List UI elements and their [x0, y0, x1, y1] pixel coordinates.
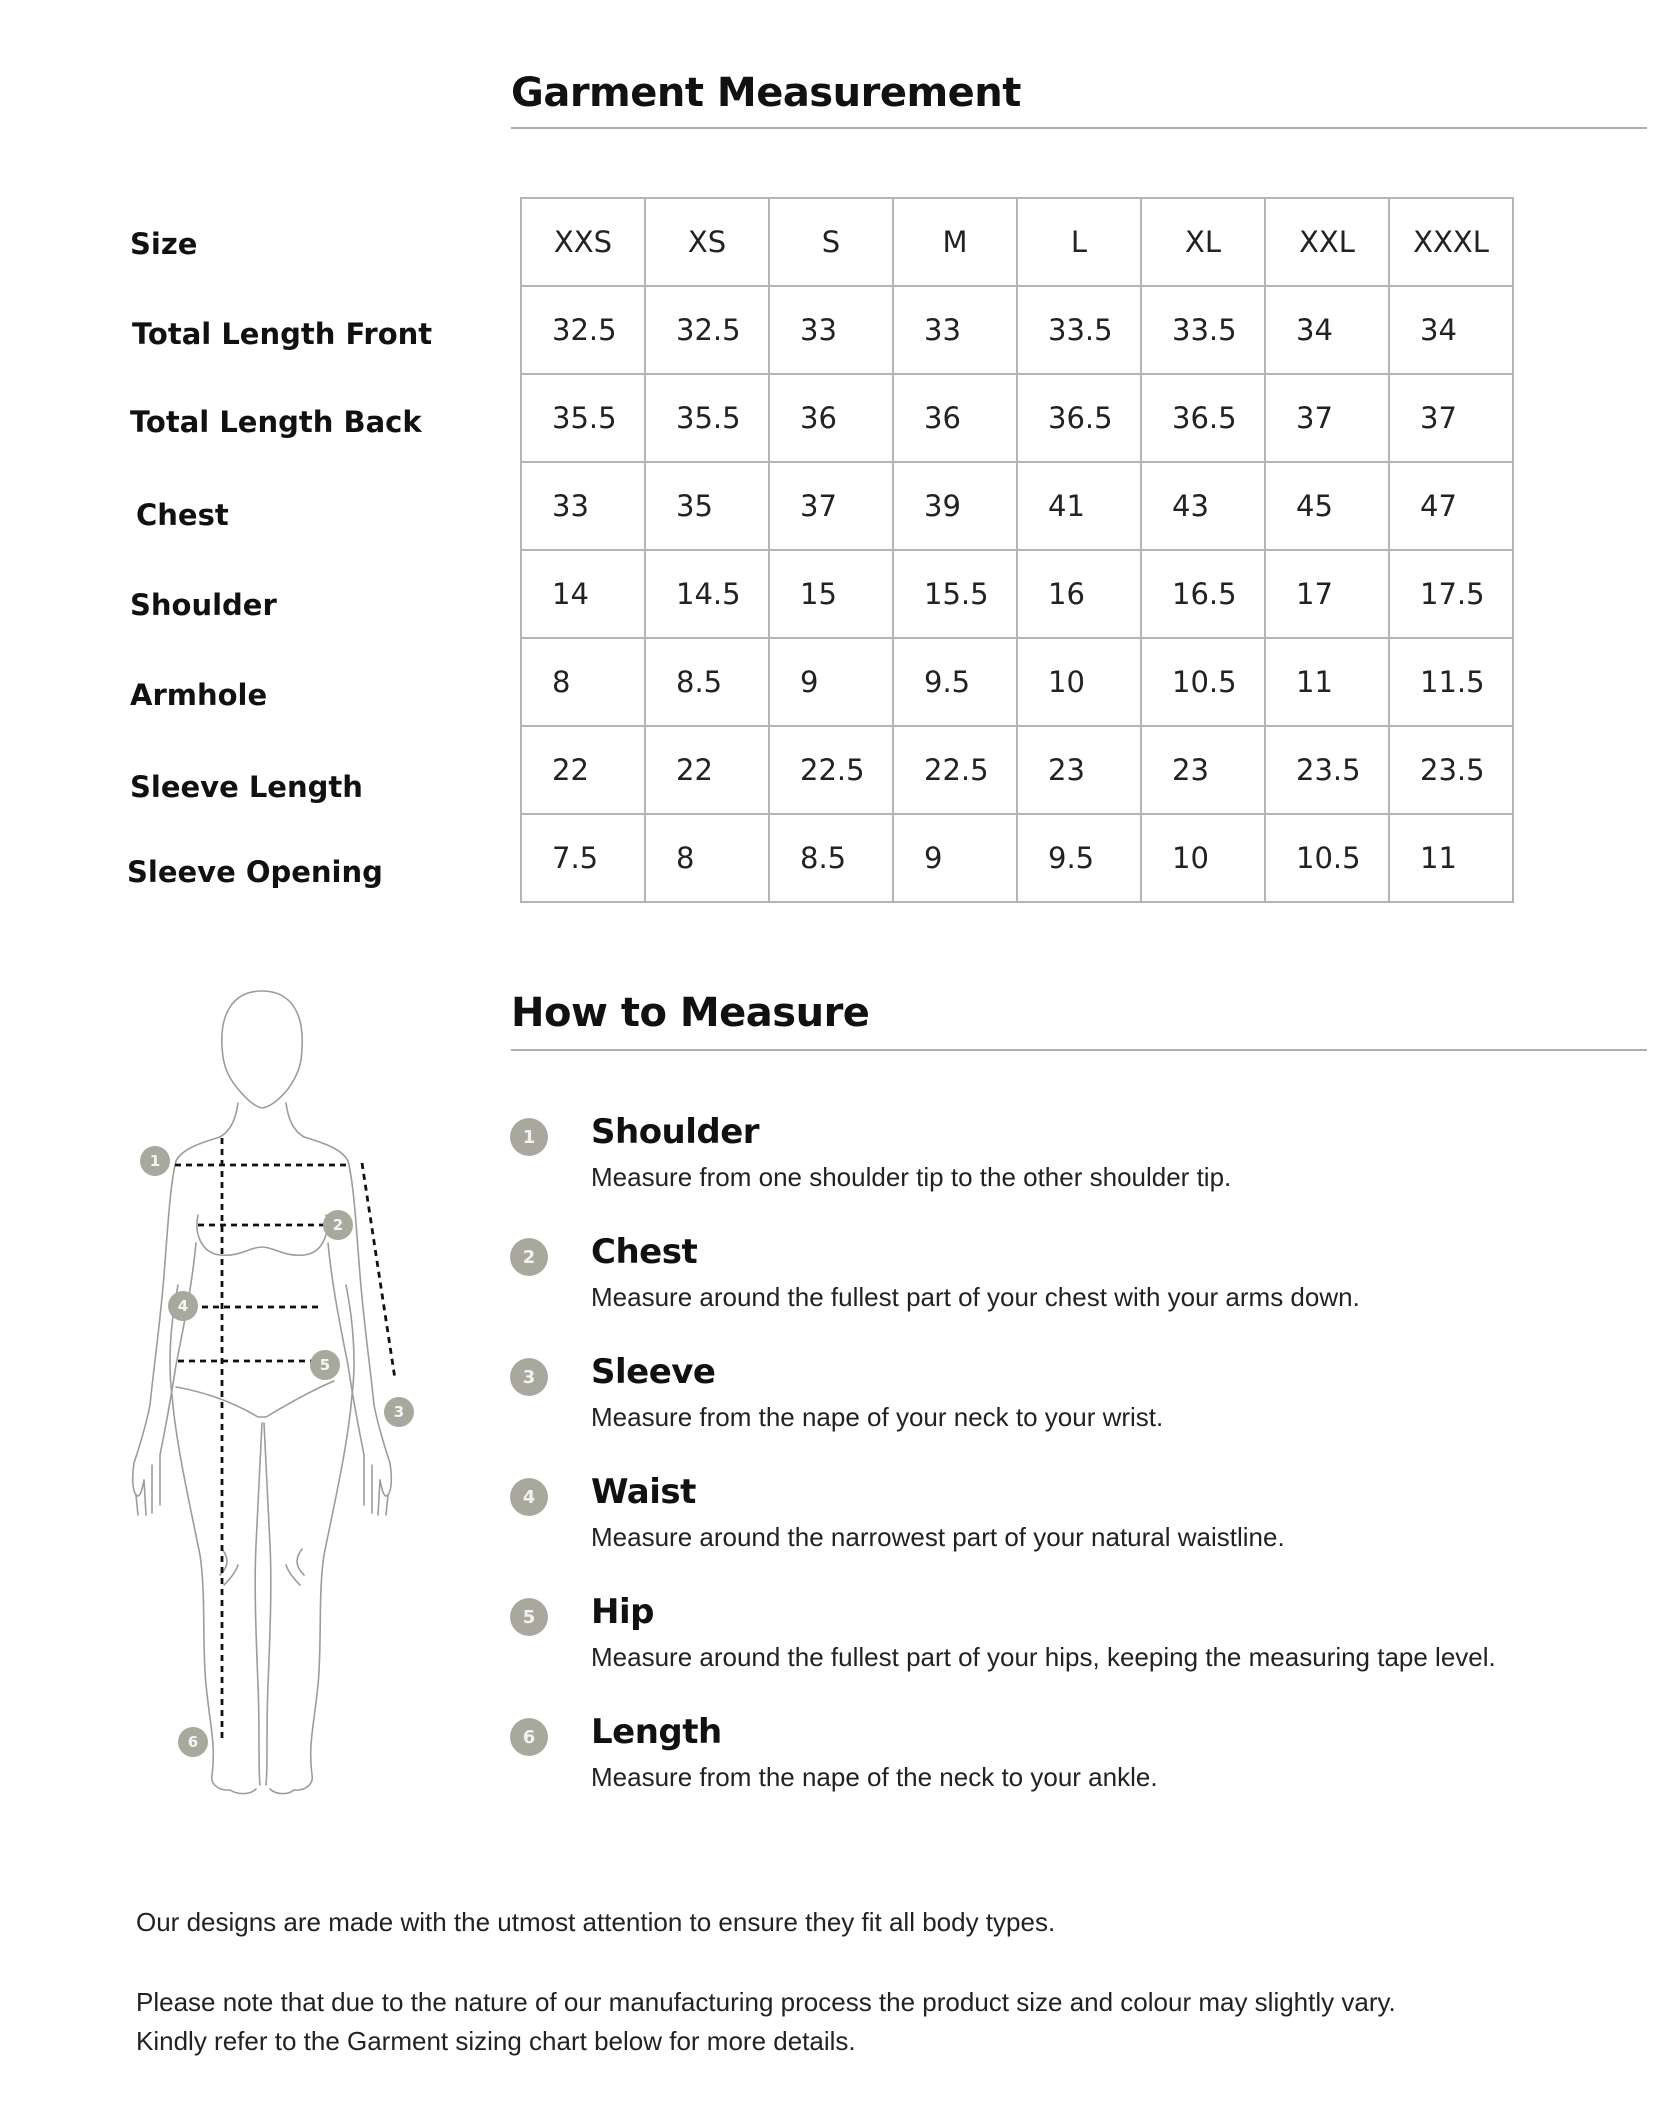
cell: 32.5 [645, 286, 769, 374]
figure-badge-4: 4 [168, 1291, 198, 1321]
item-title: Shoulder [591, 1112, 760, 1152]
cell: 45 [1265, 462, 1389, 550]
cell: 10 [1017, 638, 1141, 726]
cell: 15.5 [893, 550, 1017, 638]
number-badge: 6 [510, 1718, 548, 1756]
row-label-total-length-front: Total Length Front [132, 317, 433, 351]
title-divider [511, 127, 1647, 129]
cell: 33 [893, 286, 1017, 374]
table-row [521, 462, 1513, 550]
cell: 22 [521, 726, 645, 814]
cell: 33 [521, 462, 645, 550]
figure-badge-6: 6 [178, 1727, 208, 1757]
row-label-chest: Chest [136, 498, 229, 532]
cell: 8.5 [645, 638, 769, 726]
cell: 11 [1389, 814, 1513, 902]
cell: 17.5 [1389, 550, 1513, 638]
body-outline-icon [120, 985, 440, 1805]
cell: 22.5 [769, 726, 893, 814]
cell: 10.5 [1141, 638, 1265, 726]
size-xxl: XXL [1265, 198, 1389, 286]
number-badge: 1 [510, 1118, 548, 1156]
number-badge: 5 [510, 1598, 548, 1636]
cell: 16.5 [1141, 550, 1265, 638]
item-title: Waist [591, 1472, 696, 1512]
cell: 36 [893, 374, 1017, 462]
size-xxs: XXS [521, 198, 645, 286]
cell: 15 [769, 550, 893, 638]
item-description: Measure from the nape of the neck to your ankle. [591, 1762, 1158, 1792]
cell: 32.5 [521, 286, 645, 374]
row-label-sleeve-opening: Sleeve Opening [127, 855, 383, 889]
cell: 34 [1389, 286, 1513, 374]
cell: 36.5 [1017, 374, 1141, 462]
size-header-row [521, 198, 1513, 286]
cell: 23.5 [1389, 726, 1513, 814]
figure-badge-3: 3 [384, 1397, 414, 1427]
cell: 9 [769, 638, 893, 726]
cell: 10 [1141, 814, 1265, 902]
cell: 37 [1389, 374, 1513, 462]
table-row [521, 550, 1513, 638]
row-label-size: Size [130, 227, 198, 261]
garment-measurement-title: Garment Measurement [511, 70, 1021, 116]
row-label-shoulder: Shoulder [130, 588, 277, 622]
number-badge: 2 [510, 1238, 548, 1276]
cell: 11 [1265, 638, 1389, 726]
cell: 39 [893, 462, 1017, 550]
size-xxxl: XXXL [1389, 198, 1513, 286]
cell: 33.5 [1141, 286, 1265, 374]
cell: 7.5 [521, 814, 645, 902]
cell: 35.5 [521, 374, 645, 462]
size-xl: XL [1141, 198, 1265, 286]
cell: 23 [1141, 726, 1265, 814]
size-l: L [1017, 198, 1141, 286]
size-m: M [893, 198, 1017, 286]
cell: 22.5 [893, 726, 1017, 814]
cell: 37 [769, 462, 893, 550]
item-description: Measure from one shoulder tip to the other shoulder tip. [591, 1162, 1232, 1192]
cell: 14 [521, 550, 645, 638]
cell: 35 [645, 462, 769, 550]
number-badge: 3 [510, 1358, 548, 1396]
cell: 47 [1389, 462, 1513, 550]
cell: 36.5 [1141, 374, 1265, 462]
body-measurement-figure [120, 985, 440, 1805]
cell: 36 [769, 374, 893, 462]
item-description: Measure around the fullest part of your hips, keeping the measuring tape level. [591, 1642, 1496, 1672]
table-row [521, 286, 1513, 374]
cell: 9 [893, 814, 1017, 902]
item-title: Sleeve [591, 1352, 716, 1392]
item-title: Length [591, 1712, 722, 1752]
cell: 23 [1017, 726, 1141, 814]
item-description: Measure from the nape of your neck to your wrist. [591, 1402, 1164, 1432]
cell: 10.5 [1265, 814, 1389, 902]
table-row [521, 374, 1513, 462]
size-chart-table [520, 197, 1514, 903]
cell: 33.5 [1017, 286, 1141, 374]
cell: 9.5 [893, 638, 1017, 726]
figure-badge-1: 1 [140, 1146, 170, 1176]
cell: 8.5 [769, 814, 893, 902]
row-label-total-length-back: Total Length Back [130, 405, 422, 439]
cell: 8 [521, 638, 645, 726]
table-row [521, 814, 1513, 902]
cell: 23.5 [1265, 726, 1389, 814]
item-description: Measure around the fullest part of your chest with your arms down. [591, 1282, 1360, 1312]
footer-note-variation: Please note that due to the nature of our manufacturing process the product size and colour may slightly vary. [136, 1987, 1396, 2017]
cell: 8 [645, 814, 769, 902]
cell: 43 [1141, 462, 1265, 550]
cell: 16 [1017, 550, 1141, 638]
figure-badge-2: 2 [323, 1210, 353, 1240]
row-label-armhole: Armhole [130, 678, 268, 712]
item-description: Measure around the narrowest part of your natural waistline. [591, 1522, 1285, 1552]
how-to-measure-divider [511, 1049, 1647, 1051]
cell: 11.5 [1389, 638, 1513, 726]
cell: 22 [645, 726, 769, 814]
row-label-sleeve-length: Sleeve Length [130, 770, 363, 804]
table-row [521, 726, 1513, 814]
size-s: S [769, 198, 893, 286]
table-row [521, 638, 1513, 726]
cell: 14.5 [645, 550, 769, 638]
cell: 34 [1265, 286, 1389, 374]
cell: 9.5 [1017, 814, 1141, 902]
cell: 37 [1265, 374, 1389, 462]
footer-note-fit: Our designs are made with the utmost attention to ensure they fit all body types. [136, 1907, 1056, 1937]
item-title: Chest [591, 1232, 698, 1272]
item-title: Hip [591, 1592, 654, 1632]
cell: 17 [1265, 550, 1389, 638]
cell: 35.5 [645, 374, 769, 462]
how-to-measure-title: How to Measure [511, 990, 870, 1036]
footer-note-refer-chart: Kindly refer to the Garment sizing chart below for more details. [136, 2026, 856, 2056]
number-badge: 4 [510, 1478, 548, 1516]
cell: 33 [769, 286, 893, 374]
cell: 41 [1017, 462, 1141, 550]
figure-badge-5: 5 [310, 1350, 340, 1380]
size-xs: XS [645, 198, 769, 286]
